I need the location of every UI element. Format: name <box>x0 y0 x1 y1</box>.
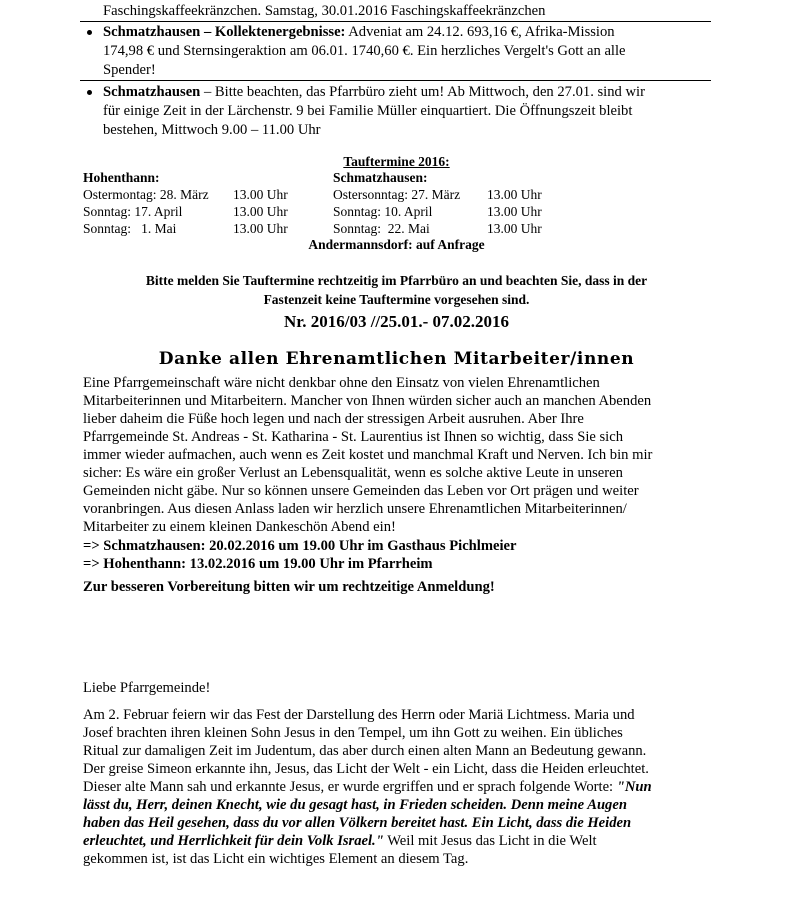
letter-line: Ritual zur damaligen Zeit im Judentum, das aber durch einen alten Mann an Bedeutung gewann. <box>83 743 647 759</box>
tauf-col2-date: Sonntag: 22. Mai <box>333 221 430 236</box>
item1-line2: 174,98 € und Sternsingeraktion am 06.01. 1740,60 €. Ein herzliches Vergelt's Gott an alle <box>103 43 626 59</box>
thanks-line: immer wieder aufmachen, auch wenn es Zeit kostet und manchmal Kraft und Nerven. Ich bin mir <box>83 447 653 463</box>
item2-line3: bestehen, Mittwoch 9.00 – 11.00 Uhr <box>103 122 321 138</box>
tauf-col1-time: 13.00 Uhr <box>233 221 288 236</box>
letter-quote: erleuchtet, und Herrlichkeit für dein Volk Israel." <box>83 833 384 849</box>
letter-line: Der greise Simeon erkannte ihn, Jesus, das Licht der Welt - ein Licht, dass die Heiden erleuchtet. <box>83 761 649 777</box>
item1-line3: Spender! <box>103 62 156 78</box>
letter-greeting: Liebe Pfarrgemeinde! <box>83 680 211 696</box>
thanks-line: Eine Pfarrgemeinschaft wäre nicht denkbar ohne den Einsatz von vielen Ehrenamtlichen <box>83 375 600 391</box>
notice-line2: Fastenzeit keine Tauftermine vorgesehen sind. <box>263 292 530 307</box>
item1-text: Adveniat am 24.12. 693,16 €, Afrika-Mission <box>345 24 615 40</box>
letter-quote: "Nun <box>616 779 652 795</box>
bullet-icon <box>87 90 92 95</box>
tauf-col1-time: 13.00 Uhr <box>233 204 288 219</box>
event-hohenthann: => Hohenthann: 13.02.2016 um 19.00 Uhr im Pfarrheim <box>83 556 433 572</box>
notice-line1: Bitte melden Sie Tauftermine rechtzeitig im Pfarrbüro an und beachten Sie, dass in der <box>145 273 648 288</box>
tauf-col1-time: 13.00 Uhr <box>233 187 288 202</box>
tauf-col2-time: 13.00 Uhr <box>487 221 542 236</box>
tauf-col1-date: Sonntag: 1. Mai <box>83 221 177 236</box>
thanks-line: Gemeinden nicht gäbe. Nur so können unsere Gemeinden das Leben vor Ort prägen und weiter <box>83 483 639 499</box>
issue-number: Nr. 2016/03 //25.01.- 07.02.2016 <box>283 312 510 331</box>
tauf-col1-date: Sonntag: 17. April <box>83 204 183 219</box>
item2-line2: für einige Zeit in der Lärchenstr. 9 bei Familie Müller einquartiert. Die Öffnungszeit bleibt <box>103 103 633 119</box>
divider <box>80 21 711 22</box>
thanks-line: Pfarrgemeinde St. Andreas - St. Katharina - St. Laurentius ist Ihnen so wichtig, dass Sie sich <box>83 429 624 445</box>
event-schmatzhausen: => Schmatzhausen: 20.02.2016 um 19.00 Uhr im Gasthaus Pichlmeier <box>83 538 517 554</box>
letter-text: Weil mit Jesus das Licht in die Welt <box>383 833 597 849</box>
tauf-col1-date: Ostermontag: 28. März <box>83 187 209 202</box>
bullet-icon <box>87 30 92 35</box>
tauf-col2-time: 13.00 Uhr <box>487 187 542 202</box>
thanks-closing: Zur besseren Vorbereitung bitten wir um rechtzeitige Anmeldung! <box>83 579 495 595</box>
tauf-col2-date: Ostersonntag: 27. März <box>333 187 461 202</box>
thanks-line: Mitarbeiter zu einem kleinen Dankeschön Abend ein! <box>83 519 396 535</box>
thanks-line: sicher: Es wäre ein großer Verlust an Lebensqualität, wenn es solche aktive Leute in unseren <box>83 465 623 481</box>
thanks-line: lieber daheim die Füße hoch legen und nach der stressigen Arbeit ausruhen. Aber Ihre <box>83 411 584 427</box>
thanks-line: voranbringen. Aus diesen Anlass laden wir herzlich unsere Ehrenamtlichen Mitarbeiterinnen/ <box>83 501 627 517</box>
item1-bold: Schmatzhausen – Kollektenergebnisse: <box>103 24 346 40</box>
item2-line1 <box>103 83 645 101</box>
tauf-col2-heading: Schmatzhausen: <box>333 170 428 185</box>
divider <box>80 80 711 81</box>
letter-line: Josef brachten ihren kleinen Sohn Jesus in den Tempel, um ihn Gott zu weihen. Ein übliches <box>83 725 623 741</box>
letter-line <box>83 778 652 796</box>
top-line: Faschingskaffeekränzchen. Samstag, 30.01.2016 Faschingskaffeekränzchen <box>103 3 546 19</box>
item1-line1 <box>103 23 615 41</box>
letter-line: gekommen ist, ist das Licht ein wichtiges Element an diesem Tag. <box>83 851 469 867</box>
tauf-col2-date: Sonntag: 10. April <box>333 204 433 219</box>
tauf-footer: Andermannsdorf: auf Anfrage <box>308 237 485 252</box>
thanks-heading: Danke allen Ehrenamtlichen Mitarbeiter/innen <box>158 349 635 369</box>
tauf-col2-time: 13.00 Uhr <box>487 204 542 219</box>
letter-line <box>83 832 597 850</box>
item2-text: – Bitte beachten, das Pfarrbüro zieht um! Ab Mittwoch, den 27.01. sind wir <box>200 84 645 100</box>
letter-text: Dieser alte Mann sah und erkannte Jesus, er wurde ergriffen und er sprach folgende Worte: <box>83 779 617 795</box>
letter-quote-line: haben das Heil gesehen, dass du vor allen Völkern bereitet hast. Ein Licht, dass die Heiden <box>83 815 632 831</box>
letter-line: Am 2. Februar feiern wir das Fest der Darstellung des Herrn oder Mariä Lichtmess. Maria und <box>83 707 635 723</box>
tauf-title: Tauftermine 2016: <box>343 154 450 169</box>
item2-bold: Schmatzhausen <box>103 84 201 100</box>
tauf-col1-heading: Hohenthann: <box>83 170 160 185</box>
letter-quote-line: lässt du, Herr, deinen Knecht, wie du gesagt hast, in Frieden scheiden. Denn meine Augen <box>83 797 627 813</box>
thanks-line: Mitarbeiterinnen und Mitarbeitern. Mancher von Ihnen würden sicher auch an manchen Abenden <box>83 393 652 409</box>
